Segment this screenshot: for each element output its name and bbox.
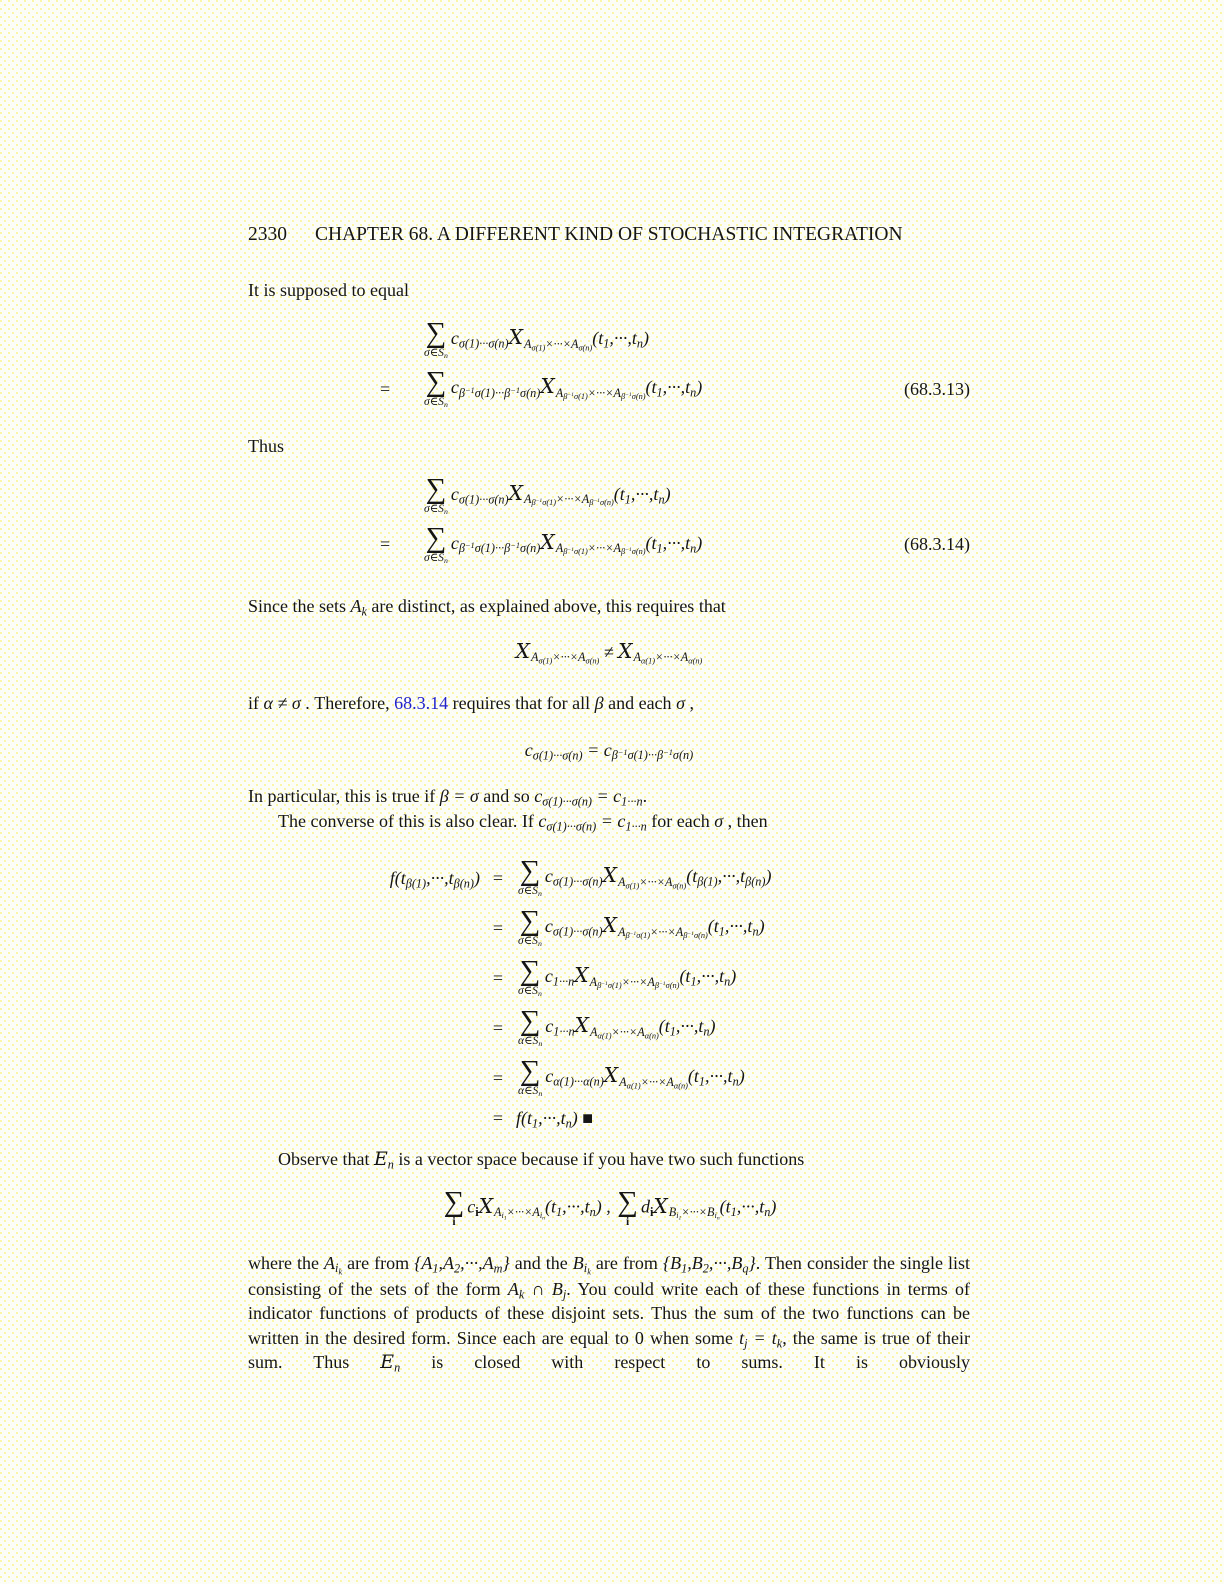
equation-body: ∑ $\sigma\in S_n$ $c_{\sigma(1)\cdot\cdot\cdot\sigma(n)}X_{A_{\sigma(1)}\times\cdot\cdot\cdot\times A_{\sigma(n)}}(t_1,\cdot\cdot\cdot,t_n)$ xyxy=(424,317,649,361)
derivation-row xyxy=(248,1053,970,1103)
converse-text: The converse of this is also clear. If $c_{\sigma(1)\cdot\cdot\cdot\sigma(n)} = c_{1\cdot\cdot\cdot n}$ for each σ , then xyxy=(278,810,768,833)
equation-rhs: ∑ $\sigma\in S_n$ $c_{\sigma(1)\cdot\cdot\cdot\sigma(n)}X_{A_{\beta^{-1}\sigma(1)}\times\cdot\cdot\cdot\times A_{\beta^{-1}\sigma(n)}}(t_1,\cdot\cdot\cdot,t_n)$ xyxy=(518,905,765,949)
inline-math: $A_k$ xyxy=(350,596,367,619)
inline-math: α ≠ σ xyxy=(263,692,301,713)
equation-number: (68.3.13) xyxy=(904,378,970,399)
equation-body: ∑ i $c_iX_{A_{i_1}\times\cdot\cdot\cdot\times A_{i_n}}(t_1,\cdot\cdot\cdot,t_n)$ , ∑ i $d_iX_{B_{i_1}\times\cdot\cdot\cdot\times B_{i_n}}(t_1,\cdot\cdot\cdot,t_n)$ xyxy=(443,1186,777,1228)
equation-line xyxy=(248,520,970,569)
inline-math: σ xyxy=(714,810,724,831)
display-equation-68-3-14 xyxy=(248,471,970,569)
inline-math: $\{A_1,A_2,\cdot\cdot\cdot,A_m\}$ xyxy=(414,1252,510,1275)
derivation-row-qed xyxy=(248,1103,970,1133)
observe-text: Observe that $E_n$ is a vector space because if you have two such functions xyxy=(278,1148,805,1172)
relation-sign: = xyxy=(492,967,504,988)
derivation-row xyxy=(248,903,970,953)
equation-body: $c_{\sigma(1)\cdot\cdot\cdot\sigma(n)} = c_{\beta^{-1}\sigma(1)\cdot\cdot\cdot\beta^{-1}\sigma(n)}$ xyxy=(524,739,694,763)
relation-sign: = xyxy=(492,917,504,938)
relation-sign: = xyxy=(492,1067,504,1088)
chapter-title: CHAPTER 68. A DIFFERENT KIND OF STOCHASTIC INTEGRATION xyxy=(315,224,903,245)
equation-body: $X_{A_{\sigma(1)}\times\cdot\cdot\cdot\times A_{\sigma(n)}} \ne X_{A_{\alpha(1)}\times\cdot\cdot\cdot\times A_{\alpha(n)}}$ xyxy=(515,638,703,666)
inline-math: $t_j = t_k$ xyxy=(739,1327,783,1350)
relation-sign: = xyxy=(380,534,391,555)
equation-line xyxy=(248,471,970,520)
equation-number: (68.3.14) xyxy=(904,534,970,555)
equation-lhs: $f(t_{\beta(1)},\cdot\cdot\cdot,t_{\beta(n)})$ xyxy=(389,867,480,891)
inline-math: $A_{i_k}$ xyxy=(324,1252,343,1277)
intro-text: It is supposed to equal xyxy=(248,280,409,300)
relation-sign: = xyxy=(380,378,391,399)
relation-sign: = xyxy=(492,1107,504,1128)
thus-text: Thus xyxy=(248,435,284,456)
inline-math: $\{B_1,B_2,\cdot\cdot\cdot,B_q\}$ xyxy=(662,1252,756,1275)
equation-rhs: $f(t_1,\cdot\cdot\cdot,t_n)$ ■ xyxy=(516,1107,594,1131)
derivation-row xyxy=(248,853,970,903)
page-number: 2330 xyxy=(248,224,287,245)
inline-math: $E_n$ xyxy=(373,1148,394,1172)
equation-line xyxy=(248,365,970,414)
inline-math: $B_{i_k}$ xyxy=(572,1252,591,1277)
equation-rhs: ∑ $\alpha\in S_n$ $c_{1\cdot\cdot\cdot n}X_{A_{\alpha(1)}\times\cdot\cdot\cdot\times A_{\alpha(n)}}(t_1,\cdot\cdot\cdot,t_n)$ xyxy=(518,1005,716,1049)
inequality-equation xyxy=(248,632,970,674)
equation-reference-link[interactable]: 68.3.14 xyxy=(394,692,449,713)
equation-body: ∑ $\sigma\in S_n$ $c_{\beta^{-1}\sigma(1)\cdot\cdot\cdot\beta^{-1}\sigma(n)}X_{A_{\beta^{-1}\sigma(1)}\times\cdot\cdot\cdot\times A_{\beta^{-1}\sigma(n)}}(t_1,\cdot\cdot\cdot,t_n)$ xyxy=(424,366,703,410)
display-equation-68-3-13 xyxy=(248,316,970,414)
derivation-row xyxy=(248,953,970,1003)
inline-math: β xyxy=(594,692,604,713)
relation-sign: = xyxy=(492,867,504,888)
inline-math: $A_k$ ∩ $B_j$ xyxy=(507,1278,567,1301)
equation-body: ∑ $\sigma\in S_n$ $c_{\sigma(1)\cdot\cdot\cdot\sigma(n)}X_{A_{\beta^{-1}\sigma(1)}\times\cdot\cdot\cdot\times A_{\beta^{-1}\sigma(n)}}(t_1,\cdot\cdot\cdot,t_n)$ xyxy=(424,472,671,516)
since-text: Since the sets $A_k$ are distinct, as explained above, this requires that xyxy=(248,596,726,619)
inline-math: σ xyxy=(676,692,685,713)
document-page xyxy=(248,222,970,1375)
equation-body: ∑ $\sigma\in S_n$ $c_{\beta^{-1}\sigma(1)\cdot\cdot\cdot\beta^{-1}\sigma(n)}X_{A_{\beta^{-1}\sigma(1)}\times\cdot\cdot\cdot\times A_{\beta^{-1}\sigma(n)}}(t_1,\cdot\cdot\cdot,t_n)$ xyxy=(424,521,703,565)
coefficient-equation xyxy=(248,729,970,771)
closing-paragraph: where the $A_{i_k}$ are from $\{A_1,A_2,\cdot\cdot\cdot,A_m\}$ and the $B_{i_k}$ are from $\{B_1,B_2,\cdot\cdot\cdot,B_q\}$. Then consider the single list consisting of the sets of the form $A_k$ ∩ $B_j$. You could write each of these functions in terms of indicator functions of products of these disjoint sets. Thus the sum of the two functions can be written in the desired form. Since each are equal to 0 when some $t_j = t_k$, the same is true of their sum. Thus $E_n$ is closed with respect to sums. It is obviously xyxy=(248,1252,971,1375)
equation-rhs: ∑ $\alpha\in S_n$ $c_{\alpha(1)\cdot\cdot\cdot\alpha(n)}X_{A_{\alpha(1)}\times\cdot\cdot\cdot\times A_{\alpha(n)}}(t_1,\cdot\cdot\cdot,t_n)$ xyxy=(518,1055,745,1099)
inline-math: $c_{\sigma(1)\cdot\cdot\cdot\sigma(n)} = c_{1\cdot\cdot\cdot n}$ xyxy=(534,786,643,809)
relation-sign: = xyxy=(492,1017,504,1038)
equation-rhs: ∑ $\sigma\in S_n$ $c_{\sigma(1)\cdot\cdot\cdot\sigma(n)}X_{A_{\sigma(1)}\times\cdot\cdot\cdot\times A_{\sigma(n)}}(t_{\beta(1)},\cdot\cdot\cdot,t_{\beta(n)})$ xyxy=(518,855,772,899)
two-functions-equation xyxy=(248,1180,970,1238)
inline-math: $E_n$ xyxy=(380,1351,401,1375)
inline-math: β = σ xyxy=(439,786,479,806)
inline-math: $c_{\sigma(1)\cdot\cdot\cdot\sigma(n)} = c_{1\cdot\cdot\cdot n}$ xyxy=(538,810,647,833)
in-particular-text: In particular, this is true if β = σ and so $c_{\sigma(1)\cdot\cdot\cdot\sigma(n)} = c_{1\cdot\cdot\cdot n}$. xyxy=(248,786,648,809)
derivation-block xyxy=(248,853,970,1133)
equation-rhs: ∑ $\sigma\in S_n$ $c_{1\cdot\cdot\cdot n}X_{A_{\beta^{-1}\sigma(1)}\times\cdot\cdot\cdot\times A_{\beta^{-1}\sigma(n)}}(t_1,\cdot\cdot\cdot,t_n)$ xyxy=(518,955,737,999)
derivation-row xyxy=(248,1003,970,1053)
page-header xyxy=(248,222,970,247)
equation-line xyxy=(248,316,970,365)
if-condition-text: if α ≠ σ . Therefore, 68.3.14 requires that for all β and each σ , xyxy=(248,692,694,713)
